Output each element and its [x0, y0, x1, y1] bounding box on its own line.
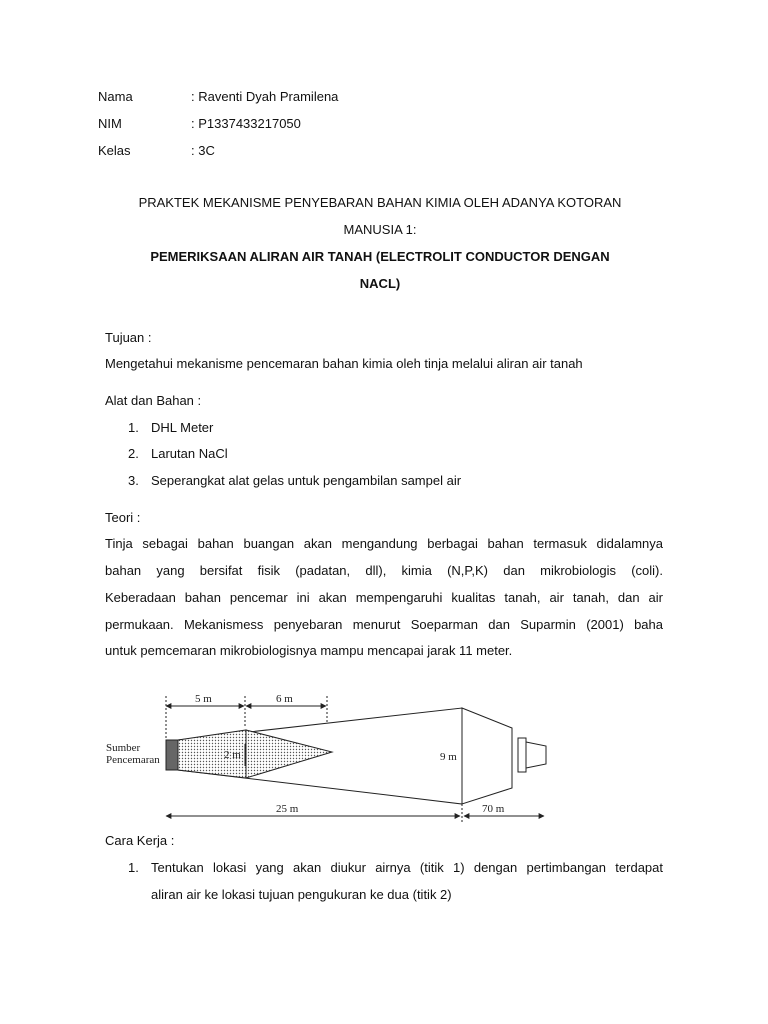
document-title-line-2: MANUSIA 1: — [343, 222, 417, 237]
label-6m: 6 m — [276, 693, 293, 705]
theory-paragraph-line: bahan yang bersifat fisik (padatan, dll), kimia (N,P,K) dan mikrobiologis (coli). — [105, 563, 663, 578]
procedure-item-number: 1. — [128, 860, 139, 875]
theory-paragraph-line: permukaan. Mekanismess penyebaran menurut Soeparman dan Suparmin (2001) baha — [105, 617, 663, 632]
label-9m: 9 m — [440, 751, 457, 763]
materials-item-number: 2. — [128, 446, 139, 461]
class-value: : 3C — [191, 143, 215, 158]
source-label-line-2: Pencemaran — [106, 754, 160, 766]
materials-item: DHL Meter — [151, 420, 214, 435]
materials-item: Seperangkat alat gelas untuk pengambilan sampel air — [151, 473, 462, 488]
materials-label: Alat dan Bahan : — [105, 393, 202, 408]
pollution-source-block — [166, 740, 178, 770]
source-label-line-1: Sumber — [106, 742, 141, 754]
well-marker — [518, 738, 526, 772]
document-subtitle-line-2: NACL) — [359, 276, 401, 291]
objective-text: Mengetahui mekanisme pencemaran bahan kimia oleh tinja melalui aliran air tanah — [105, 356, 583, 371]
theory-paragraph-line: untuk pemcemaran mikrobiologisnya mampu mencapai jarak 11 meter. — [105, 643, 513, 658]
materials-item-number: 3. — [128, 473, 139, 488]
document-subtitle-line-1: PEMERIKSAAN ALIRAN AIR TANAH (ELECTROLIT CONDUCTOR DENGAN — [150, 249, 610, 264]
nim-label: NIM — [98, 116, 122, 131]
name-value: : Raventi Dyah Pramilena — [191, 89, 339, 104]
label-2m: 2 m — [224, 749, 241, 761]
document-title-line-1: PRAKTEK MEKANISME PENYEBARAN BAHAN KIMIA OLEH ADANYA KOTORAN — [138, 195, 622, 210]
downstream-taper — [462, 708, 512, 804]
procedure-item-line: aliran air ke lokasi tujuan pengukuran ke dua (titik 2) — [151, 887, 452, 902]
objective-label: Tujuan : — [105, 330, 152, 345]
procedure-item-line: Tentukan lokasi yang akan diukur airnya (titik 1) dengan pertimbangan terdapat — [151, 860, 663, 875]
class-label: Kelas — [98, 143, 131, 158]
theory-paragraph-line: Tinja sebagai bahan buangan akan mengandung berbagai bahan termasuk didalamnya — [105, 536, 663, 551]
label-25m: 25 m — [276, 803, 299, 815]
name-label: Nama — [98, 89, 133, 104]
theory-label: Teori : — [105, 510, 141, 525]
nim-value: : P1337433217050 — [191, 116, 301, 131]
label-5m: 5 m — [195, 693, 212, 705]
theory-paragraph-line: Keberadaan bahan pencemar ini akan mempengaruhi kualitas tanah, air tanah, dan air — [105, 590, 663, 605]
materials-item: Larutan NaCl — [151, 446, 228, 461]
label-70m: 70 m — [482, 803, 505, 815]
procedure-label: Cara Kerja : — [105, 833, 175, 848]
materials-item-number: 1. — [128, 420, 139, 435]
pollution-spread-diagram — [100, 688, 560, 828]
